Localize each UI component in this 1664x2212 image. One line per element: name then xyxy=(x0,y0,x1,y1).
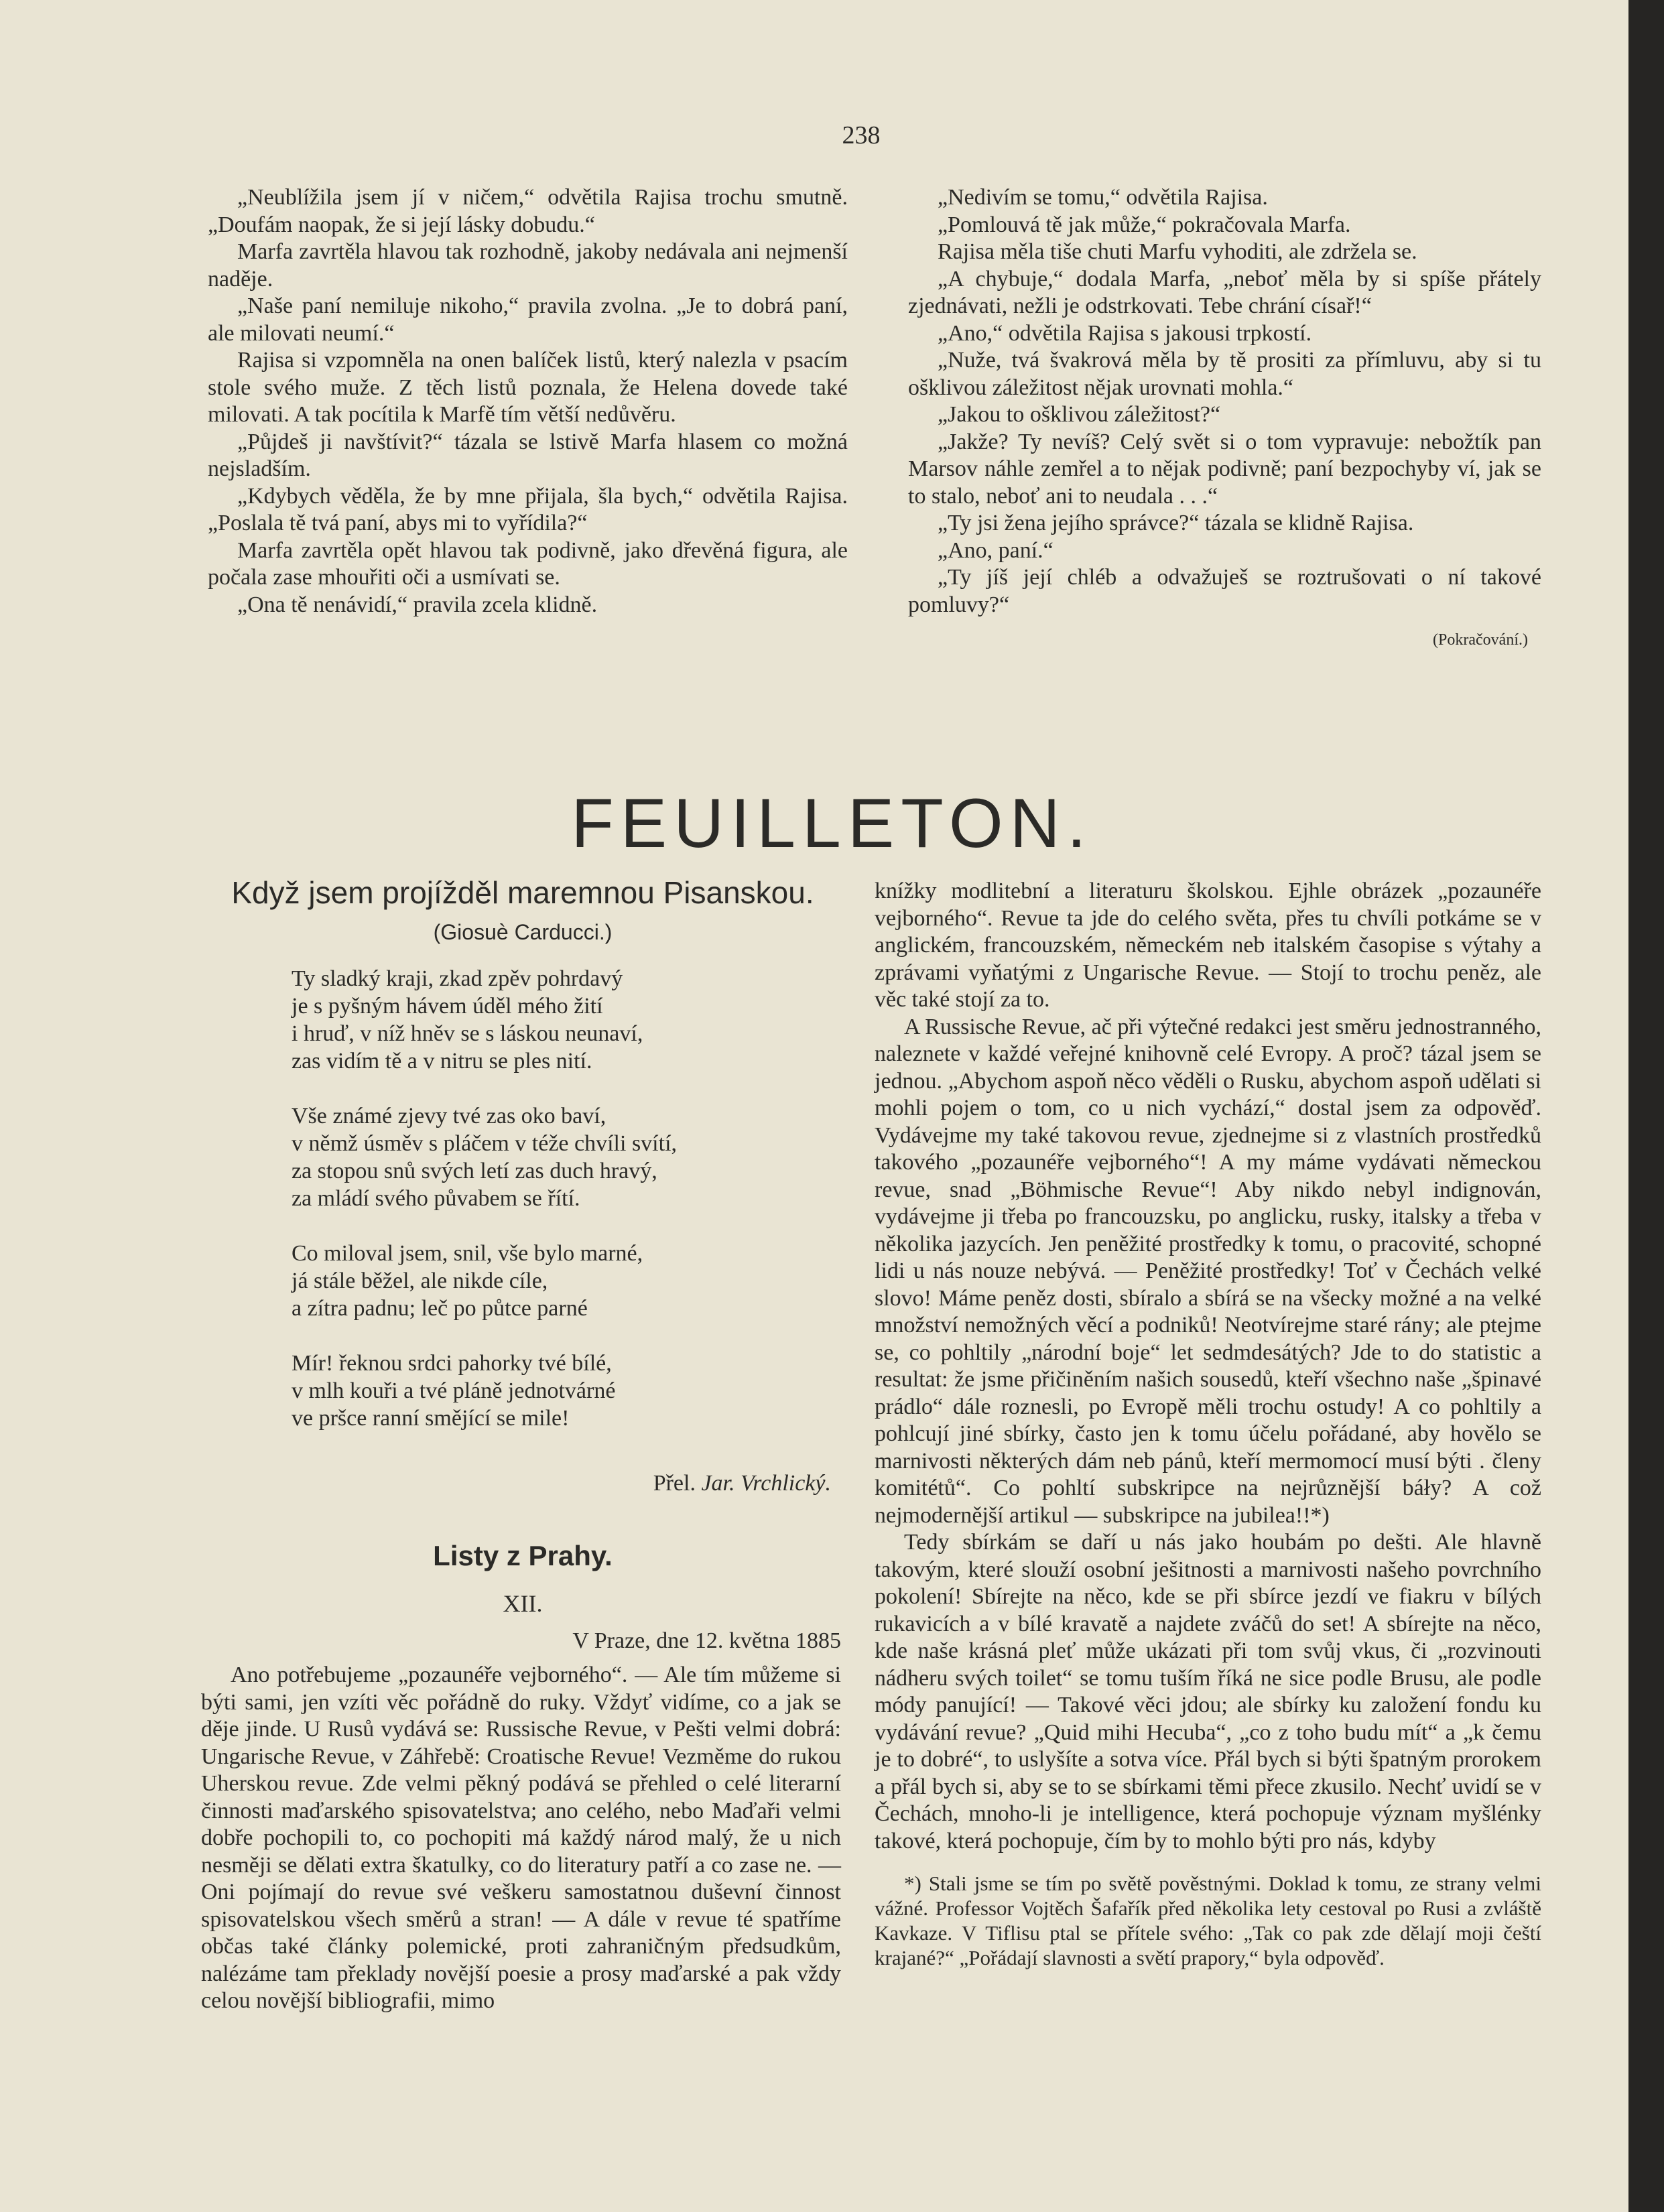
letters-number: XII. xyxy=(503,1590,543,1617)
poem-line: i hruď, v níž hněv se s láskou neunaví, xyxy=(292,1021,643,1046)
page-number: 238 xyxy=(842,121,881,149)
poem-line: je s pyšným hávem úděl mého žití xyxy=(292,994,603,1019)
paragraph: „Ty jíš její chléb a odvažuješ se roztrušovati o ní takové pomluvy?“ xyxy=(908,565,1541,617)
poem-line: v němž úsměv s pláčem v téže chvíli svítí, xyxy=(292,1131,678,1156)
translator-name: Jar. Vrchlický. xyxy=(701,1471,831,1496)
letters-right-column xyxy=(875,878,1541,1855)
poem-line: Co miloval jsem, snil, vše bylo marné, xyxy=(292,1241,643,1266)
poem-line: a zítra padnu; leč po půtce parné xyxy=(292,1296,588,1321)
paragraph: „Nedivím se tomu,“ odvětila Rajisa. xyxy=(938,185,1268,210)
translator-prefix: Přel. xyxy=(653,1471,696,1496)
poem-translator xyxy=(469,1471,831,1496)
feuilleton-heading: FEUILLETON. xyxy=(571,785,1093,862)
footnote xyxy=(875,1871,1541,1970)
paragraph: „Kdybych věděla, že by mne přijala, šla bych,“ odvětila Rajisa. „Poslala tě tvá paní, abys mi to vyřídila?“ xyxy=(208,483,848,535)
poem-line: za mládí svého půvabem se řítí. xyxy=(292,1186,580,1211)
paragraph: „A chybuje,“ dodala Marfa, „neboť měla by si spíše přátely zjednávati, nežli je odstrkovati. Tebe chrání císař!“ xyxy=(908,266,1541,318)
paragraph: „Pomlouvá tě jak může,“ pokračovala Marfa. xyxy=(938,212,1351,237)
scan-edge xyxy=(1628,0,1664,2212)
poem-line: Ty sladký kraji, zkad zpěv pohrdavý xyxy=(292,966,623,991)
poem-line: Vše známé zjevy tvé zas oko baví, xyxy=(292,1104,606,1128)
paragraph: „Ano, paní.“ xyxy=(938,537,1053,563)
paragraph: Ano potřebujeme „pozaunéře vejborného“. — Ale tím můžeme si býti sami, jen vzíti věc pořádně do ruky. Vždyť vidíme, co a jak se děje jinde. U Rusů vydává se: Russische Revue, v Pešti velmi dobrá: Ungarische Revue, v Záhřebě: Croatische Revue! Vezměme do rukou Uherskou revue. Zde velmi pěkný podává se přehled o celé literarní činnosti maďarského spisovatelstva; ano celého, nebo Maďaři velmi dobře pochopili to, co pochopiti má každý národ malý, že u nich nesměji se dělati extra škatulky, co do literatury patří a co zase ne. — Oni pojímají do revue své veškeru samostatnou duševní činnost spisovatelskou všech směrů a stran! — A dále v revue té spatříme občas také články polemické, proti zahraničným předsudkům, nalézáme tam překlady novější poesie a prosy maďarské a pak vždy celou novější bibliografii, mimo xyxy=(201,1663,841,2013)
paragraph: Rajisa si vzpomněla na onen balíček listů, který nalezla v psacím stole svého muže. Z těch listů poznala, že Helena dovede také milovati. A tak pocítila k Marfě tím větší nedůvěru. xyxy=(208,348,848,427)
poem-body xyxy=(292,965,828,1459)
paragraph: „Jakou to ošklivou záležitost?“ xyxy=(938,402,1221,427)
to-be-continued-note: (Pokračování.) xyxy=(1433,631,1528,649)
poem-stanza xyxy=(292,1350,828,1432)
paragraph: „Neublížila jsem jí v ničem,“ odvětila Rajisa trochu smutně. „Doufám naopak, že si její lásky dobudu.“ xyxy=(208,185,848,237)
paragraph: knížky modlitební a literaturu školskou. Ejhle obrázek „pozaunéře vejborného“. Revue ta jde do celého světa, přes tu chvíli potkáme se v anglickém, francouzském, německém neb italském časopise s výtahy a zprávami vyňatými z Ungarische Revue. — Stojí to trochu peněz, ale věc také stojí za to. xyxy=(875,879,1541,1012)
paragraph: „Ty jsi žena jejího správce?“ tázala se klidně Rajisa. xyxy=(938,511,1414,535)
poem-line: za stopou snů svých letí zas duch hravý, xyxy=(292,1159,657,1183)
letters-left-column xyxy=(201,1662,841,2015)
paragraph: „Nuže, tvá švakrová měla by tě prositi za přímluvu, aby si tu ošklivou záležitost nějak urovnati mohla.“ xyxy=(908,348,1541,400)
paragraph: A Russische Revue, ač při výtečné redakci jest směru jednostranného, naleznete v každé veřejné knihovně celé Evropy. A proč? tázal jsem se jednou. „Abychom aspoň něco věděli o Rusku, abychom aspoň udělati si mohli pojem o tom, co u nich vychází,“ dostal jsem za odpověď. Vydávejme my také takovou revue, zjednejme si z vlastních prostředků takového „pozaunéře vejborného“! A my máme vydávati německou revue, snad „Böhmische Revue“! Aby nikdo nebyl indignován, vydávejme ji třeba po francouzsku, po anglicku, rusky, italsky a třeba v několika jazycích. Jen peněžité prostředky k tomu, o pracovité, schopné lidi u nás nouze nebývá. — Peněžité prostředky! Toť v Čechách velké slovo! Máme peněz dosti, sbíralo a sbírá se na všecky možné a na velké množství nemožných věcí a podniků! Neotvírejme staré rány; ale ptejme se, co pohltily „národní boje“ let sedmdesátých? Jde to do statistic a resultat: že jsme přičiněním našich sousedů, kteří všechno naše „špinavé prádlo“ dále roznesli, po Evropě měli trochu ostudy! A co pohltily a pohlcují jiné sbírky, často jen k tomu účelu pořádané, aby hovělo se marnivosti některých dám neb pánů, kteří mermomocí musí býti . členy komitétů“. Co pohltí subskripce na nejrůznější báły? A což nejmodernější artikul — subskripce na jubilea!!*) xyxy=(875,1014,1541,1528)
footnote-text: *) Stali jsme se tím po světě pověstnými. Doklad k tomu, ze strany velmi vážné. Professor Vojtěch Šafařík před několika lety cestoval po Rusi a zvláště Kavkaze. V Tiflisu ptal se přítele svého: „Tak co pak zde dělají moji čeští krajané?“ „Pořádají slavnosti a světí prapory,“ byla odpověď. xyxy=(875,1872,1541,1969)
poem-title: Když jsem projížděl maremnou Pisanskou. xyxy=(231,875,814,910)
poem-stanza xyxy=(292,1102,828,1212)
poem-line: Mír! řeknou srdci pahorky tvé bílé, xyxy=(292,1351,612,1376)
letters-title: Listy z Prahy. xyxy=(433,1540,613,1571)
poem-line: ve pršce ranní smějící se mile! xyxy=(292,1406,570,1431)
paragraph: Marfa zavrtěla opět hlavou tak podivně, jako dřevěná figura, ale počala zase mhouřiti oči a usmívati se. xyxy=(208,537,848,590)
paragraph: Marfa zavrtěla hlavou tak rozhodně, jakoby nedávala ani nejmenší naděje. xyxy=(208,239,848,291)
paragraph: Tedy sbírkám se daří u nás jako houbám po dešti. Ale hlavně takovým, které slouží osobní ješitnosti a marnivosti našeho povrchního pokolení! Sbírejte na něco, kde se při sbírce jezdí ve fiakru v bílých rukavicích a v bílé kravatě a najdete zváčů do set! A sbírejte na něco, kde naše krásná pleť může ukázati při tom svůj vkus, či „rozvinouti nádheru svých toilet“ se tomu tuším říká ne sice podle Brusu, ale podle módy panující! — Takové věci jdou; ale sbírky ku založení fondu ku vydávání revue? „Quid mihi Hecuba“, „co z toho budu mít“ a „k čemu je to dobré“, to uslyšíte a sotva více. Přál bych si býti špatným prorokem a přál bych si, aby se to se sbírkami těmi přece zkusilo. Nechť uvidí se v Čechách, mnoho-li je intelligence, která pochopuje význam myšlénky takové, která pochopuje, čím by to mohlo býti pro nás, kdyby xyxy=(875,1530,1541,1853)
poem-line: já stále běžel, ale nikde cíle, xyxy=(292,1268,548,1293)
poem-line: zas vidím tě a v nitru se ples nití. xyxy=(292,1049,592,1074)
paragraph: „Ano,“ odvětila Rajisa s jakousi trpkostí. xyxy=(938,320,1312,346)
paragraph: „Naše paní nemiluje nikoho,“ pravila zvolna. „Je to dobrá paní, ale milovati neumí.“ xyxy=(208,294,848,346)
continuation-left-column xyxy=(208,184,848,619)
poem-stanza xyxy=(292,1240,828,1322)
poem-line: v mlh kouři a tvé pláně jednotvárné xyxy=(292,1378,616,1403)
poem-stanza xyxy=(292,965,828,1075)
continuation-right-column xyxy=(908,184,1541,654)
paragraph: „Ona tě nenávidí,“ pravila zcela klidně. xyxy=(237,592,598,617)
letters-dateline: V Praze, dne 12. května 1885 xyxy=(572,1628,841,1653)
paragraph: „Půjdeš ji navštívit?“ tázala se lstivě Marfa hlasem co možná nejsladším. xyxy=(208,429,848,481)
paragraph: Rajisa měla tiše chuti Marfu vyhoditi, ale zdržela se. xyxy=(938,239,1417,264)
poem-author: (Giosuè Carducci.) xyxy=(433,920,613,944)
paragraph: „Jakže? Ty nevíš? Celý svět si o tom vypravuje: nebožtík pan Marsov náhle zemřel a to nějak podivně; paní bezpochyby ví, jak se to stalo, neboť ani to neudala . . .“ xyxy=(908,429,1541,509)
